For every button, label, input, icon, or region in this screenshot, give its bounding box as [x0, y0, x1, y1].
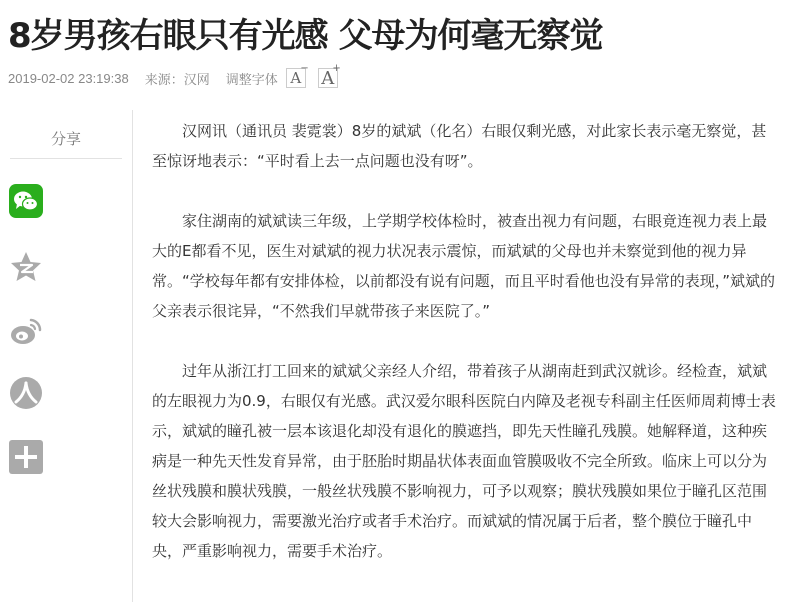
publish-date: 2019-02-02 23:19:38	[8, 70, 129, 86]
article-source: 来源：汉网	[144, 71, 210, 87]
article-paragraph-1: 汉网讯（通讯员 裴霓裳）8岁的斌斌（化名）右眼仅剩光感，对此家长表示毫无察觉，甚至惊讶地表示：“平时看上去一点问题也没有呀”。	[152, 122, 767, 170]
more-share-icon[interactable]	[9, 440, 43, 474]
article-body	[152, 116, 776, 596]
font-larger-letter: A	[321, 67, 335, 89]
share-divider	[10, 158, 122, 159]
article-title: 8岁男孩右眼只有光感 父母为何毫无察觉	[8, 16, 603, 56]
article-paragraph-3: 过年从浙江打工回来的斌斌父亲经人介绍，带着孩子从湖南赶到武汉就诊。经检查，斌斌的左眼视力为0.9，右眼仅有光感。武汉爱尔眼科医院白内障及老视专科副主任医师周莉博士表示，斌斌的瞳孔被一层本该退化却没有退化的膜遮挡，即先天性瞳孔残膜。她解释道，这种疾病是一种先天性发育异常，由于胚胎时期晶状体表面血管膜吸收不完全所致。临床上可以分为丝状残膜和膜状残膜，一般丝状残膜不影响视力，可予以观察；膜状残膜如果位于瞳孔区范围较大会影响视力，需要激光治疗或者手术治疗。而斌斌的情况属于后者，整个膜位于瞳孔中央，严重影响视力，需要手术治疗。	[152, 362, 776, 560]
font-larger-button[interactable]	[318, 63, 341, 89]
share-label: 分享	[50, 130, 81, 148]
plus-icon: +	[332, 63, 341, 74]
article-paragraph-2: 家住湖南的斌斌读三年级，上学期学校体检时，被查出视力有问题，右眼竟连视力表上最大的E都看不见，医生对斌斌的视力状况表示震惊，而斌斌的父母也并未察觉到他的视力异常。“学校每年都有安排体检，以前都没有说有问题，而且平时看他也没有异常的表现，”斌斌的父亲表示很诧异，“不然我们早就带孩子来医院了。”	[152, 212, 776, 320]
font-adjust-label: 调整字体	[225, 71, 278, 87]
font-smaller-button[interactable]	[286, 63, 309, 88]
article-meta	[8, 63, 341, 89]
minus-icon: −	[300, 63, 309, 74]
share-sidebar	[0, 110, 133, 602]
renren-icon[interactable]	[9, 376, 43, 410]
font-smaller-letter: A	[290, 69, 302, 87]
qzone-icon[interactable]	[9, 250, 43, 284]
wechat-icon[interactable]	[9, 184, 43, 218]
weibo-icon[interactable]	[9, 314, 43, 348]
